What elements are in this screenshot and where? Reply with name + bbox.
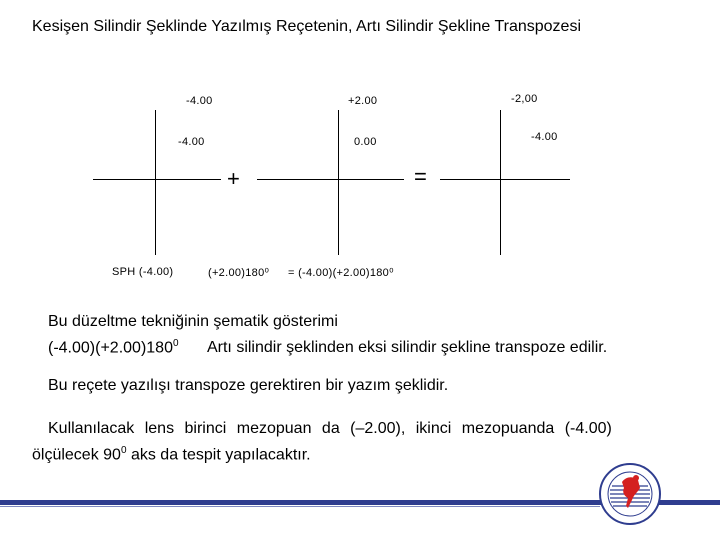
- cross2-horizontal: [257, 179, 404, 180]
- cross1-bottom-label: SPH (-4.00): [112, 266, 174, 278]
- page-title: Kesişen Silindir Şeklinde Yazılmış Reçetenin, Artı Silindir Şekline Transpozesi: [32, 18, 581, 35]
- transpose-description: Artı silindir şeklinden eksi silindir şekline transpoze edilir.: [206, 339, 608, 357]
- paragraph-1-line-2: [48, 333, 607, 359]
- cross1-horizontal: [93, 179, 221, 180]
- measure-text: ölçülecek 90: [32, 446, 121, 464]
- paragraph-3-line-2: [32, 440, 311, 466]
- cross2-vertical: [338, 110, 339, 255]
- cross3-horizontal: [440, 179, 570, 180]
- plus-sign: +: [227, 166, 240, 191]
- cross2-mid-label: 0.00: [354, 136, 377, 148]
- cross2-bottom-label: (+2.00)180⁰: [208, 267, 270, 279]
- cross1-top-label: -4.00: [186, 95, 213, 107]
- paragraph-2: Bu reçete yazılışı transpoze gerektiren bir yazım şeklidir.: [48, 377, 449, 394]
- formula-text: (-4.00)(+2.00)180: [48, 339, 173, 357]
- footer-rule: [0, 506, 600, 507]
- equals-sign: =: [414, 164, 427, 189]
- university-logo-icon: [598, 462, 662, 526]
- degree-superscript: 0: [172, 338, 179, 349]
- axis-superscript: 0: [120, 445, 127, 456]
- cross2-top-label: +2.00: [348, 95, 378, 107]
- cross3-bottom-label: = (-4.00)(+2.00)180⁰: [288, 267, 394, 279]
- cross1-mid-label: -4.00: [178, 136, 205, 148]
- measure-text-end: aks da tespit yapılacaktır.: [126, 446, 311, 464]
- paragraph-1-line-1: Bu düzeltme tekniğinin şematik gösterimi: [48, 313, 338, 330]
- paragraph-3-line-1: Kullanılacak lens birinci mezopuan da (–2.00), ikinci mezopuanda (-4.00): [48, 420, 612, 437]
- cross1-vertical: [155, 110, 156, 255]
- cross3-mid-label: -4.00: [531, 131, 558, 143]
- cross3-top-label: -2,00: [511, 93, 538, 105]
- cross3-vertical: [500, 110, 501, 255]
